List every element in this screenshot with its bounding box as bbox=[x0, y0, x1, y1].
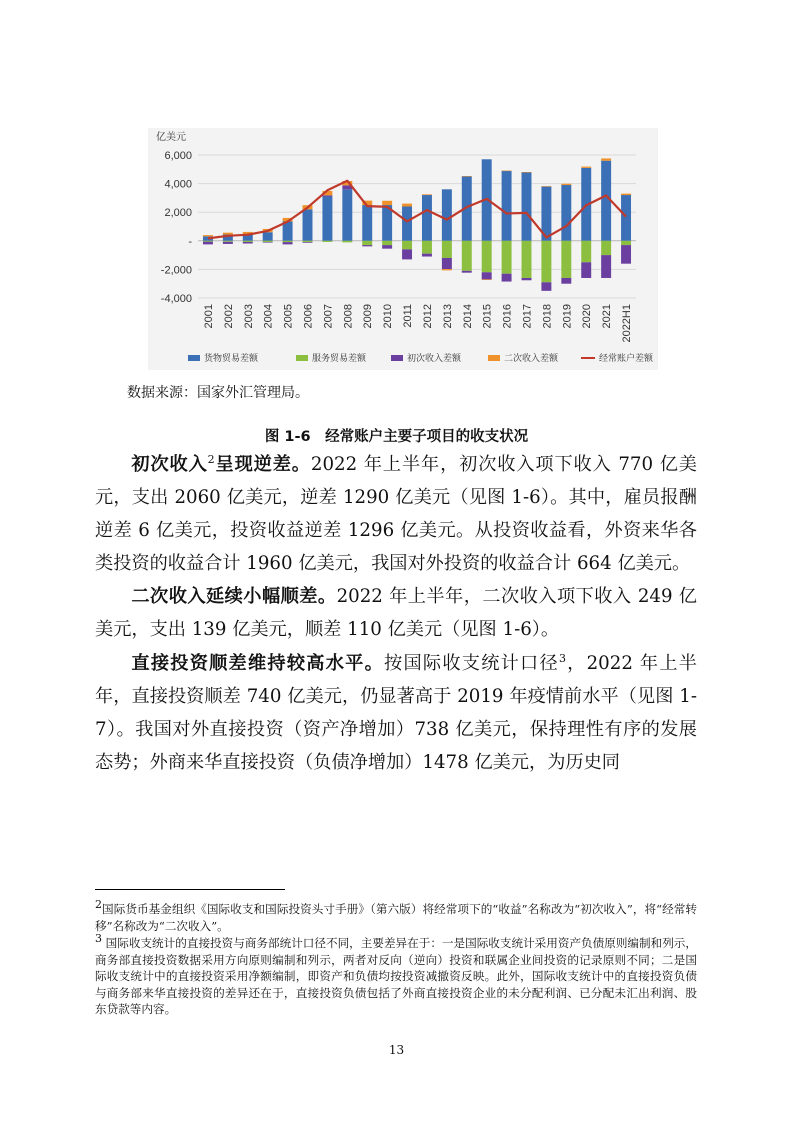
legend-label: 初次收入差额 bbox=[407, 353, 462, 363]
y-tick-label: -2,000 bbox=[160, 264, 192, 277]
bar-segment bbox=[223, 233, 233, 235]
bar-segment bbox=[422, 241, 432, 254]
x-tick-label: 2003 bbox=[242, 304, 255, 329]
y-tick-label: -4,000 bbox=[160, 293, 192, 305]
x-tick-label: 2016 bbox=[501, 304, 514, 329]
legend-swatch bbox=[391, 355, 403, 361]
bar-segment bbox=[561, 185, 571, 241]
bar-segment bbox=[243, 241, 253, 242]
bar-segment bbox=[502, 241, 512, 274]
bar-segment bbox=[203, 242, 213, 245]
legend-label: 经常账户差额 bbox=[599, 353, 654, 363]
figure-caption: 图 1-6 经常账户主要子项目的收支状况 bbox=[264, 429, 529, 445]
bar-segment bbox=[442, 241, 452, 258]
bar-segment bbox=[322, 195, 332, 196]
footnote-3-text: 国际收支统计的直接投资与商务部统计口径不同，主要差异在于：一是国际收支统计采用资产负债原则编制和列示，商务部直接投资数据采用方向原则编制和列示，两者对反向（逆向）投资和联属企业间投资的记录原则不同；二是国际收支统计中的直接投资采用净额编制，即资产和负债均按投资减撤资反映。此外，国际收支统计中的直接投资负债与商务部来华直接投资的差异还在于，直接投资负债包括了外商直接投资企业的未分配利润、已分配未汇出利润、股东贷款等内容。 bbox=[95, 936, 697, 1016]
bar-segment bbox=[322, 196, 332, 240]
bar-segment bbox=[442, 258, 452, 269]
bar-segment bbox=[522, 172, 532, 173]
x-tick-label: 2004 bbox=[262, 304, 275, 329]
source-note: 数据来源：国家外汇管理局。 bbox=[127, 385, 309, 401]
x-tick-label: 2007 bbox=[322, 304, 335, 329]
footnote-ref-3: 3 bbox=[558, 651, 566, 665]
x-tick-label: 2008 bbox=[342, 304, 355, 329]
legend-swatch bbox=[296, 355, 308, 361]
body-text bbox=[95, 448, 697, 779]
x-tick-label: 2020 bbox=[581, 304, 594, 329]
lead-primary-income-2: 呈现逆差。 bbox=[214, 454, 311, 475]
footnote-3 bbox=[95, 932, 697, 1018]
bar-segment bbox=[283, 242, 293, 244]
bar-segment bbox=[581, 167, 591, 168]
x-tick-label: 2019 bbox=[561, 304, 574, 329]
legend-swatch bbox=[488, 355, 500, 361]
bar-segment bbox=[362, 205, 372, 241]
footnote-2-text: 国际货币基金组织《国际收支和国际投资头寸手册》（第六版）将经常项下的“收益”名称改为“初次收入”，将“经常转移”名称改为“二次收入”。 bbox=[95, 902, 697, 933]
bar-segment bbox=[621, 245, 631, 264]
x-tick-label: 2010 bbox=[382, 304, 395, 329]
x-tick-label: 2017 bbox=[521, 304, 534, 329]
pre-direct-investment: 按国际收支统计口径 bbox=[384, 652, 559, 674]
bar-segment bbox=[621, 194, 631, 195]
text-direct-investment: ，2022 年上半年，直接投资顺差 740 亿美元，仍显著高于 2019 年疫情前水平（见图 1-7）。我国对外直接投资（资产净增加）738 亿美元，保持理性有序的发展态势；外商来华直接投资（负债净增加）1478 亿美元，为历史同 bbox=[95, 652, 697, 773]
bar-segment bbox=[601, 241, 611, 255]
bar-segment bbox=[502, 274, 512, 282]
bar-segment bbox=[442, 269, 452, 270]
bar-segment bbox=[601, 255, 611, 278]
bar-segment bbox=[541, 186, 551, 187]
bar-segment bbox=[223, 242, 233, 244]
bar-segment bbox=[482, 241, 492, 272]
x-tick-label: 2005 bbox=[282, 304, 295, 329]
bar-segment bbox=[422, 254, 432, 257]
lead-primary-income: 初次收入 bbox=[131, 454, 208, 475]
bar-segment bbox=[382, 241, 392, 245]
x-tick-label: 2014 bbox=[461, 304, 474, 329]
bar-segment bbox=[482, 279, 492, 280]
paragraph-direct-investment bbox=[95, 647, 697, 779]
x-tick-label: 2009 bbox=[362, 304, 375, 329]
bar-segment bbox=[502, 171, 512, 241]
bar-segment bbox=[621, 195, 631, 241]
bar-segment bbox=[402, 241, 412, 250]
bar-segment bbox=[382, 201, 392, 205]
bar-segment bbox=[482, 272, 492, 279]
bar-segment bbox=[621, 241, 631, 245]
legend-label: 服务贸易差额 bbox=[312, 353, 367, 363]
bar-segment bbox=[223, 241, 233, 242]
bar-segment bbox=[303, 209, 313, 240]
bar-segment bbox=[283, 241, 293, 242]
legend-swatch bbox=[188, 355, 200, 361]
footnote-rule bbox=[95, 889, 285, 890]
bar-segment bbox=[581, 262, 591, 278]
x-tick-label: 2006 bbox=[302, 304, 315, 329]
y-axis-label: 亿美元 bbox=[156, 132, 186, 143]
footnote-2 bbox=[95, 898, 697, 934]
bar-segment bbox=[362, 245, 372, 246]
bar-segment bbox=[422, 195, 432, 241]
bar-segment bbox=[362, 241, 372, 245]
bar-segment bbox=[342, 189, 352, 240]
x-tick-label: 2001 bbox=[203, 304, 215, 329]
text-secondary-income: 2022 年上半年，二次收入项下收入 249 亿美元，支出 139 亿美元，顺差 110 亿美元（见图 1-6）。 bbox=[95, 586, 697, 641]
bar-segment bbox=[263, 241, 273, 242]
bar-segment bbox=[322, 241, 332, 242]
bar-segment bbox=[402, 204, 412, 207]
bar-segment bbox=[502, 171, 512, 172]
bar-segment bbox=[203, 241, 213, 242]
x-tick-label: 2018 bbox=[541, 304, 554, 329]
y-tick-label: - bbox=[188, 235, 192, 248]
legend-label: 货物贸易差额 bbox=[204, 353, 259, 363]
bar-segment bbox=[522, 172, 532, 241]
x-tick-label: 2002 bbox=[222, 304, 235, 329]
footnote-3-num: 3 bbox=[95, 932, 102, 946]
bar-segment bbox=[462, 176, 472, 177]
page-number: 13 bbox=[388, 1043, 405, 1057]
bar-segment bbox=[601, 158, 611, 160]
bar-segment bbox=[522, 278, 532, 280]
x-tick-label: 2011 bbox=[402, 304, 414, 328]
bar-segment bbox=[422, 194, 432, 195]
lead-secondary-income: 二次收入延续小幅顺差。 bbox=[131, 586, 337, 608]
bar-segment bbox=[462, 271, 472, 273]
text-primary-income: 2022 年上半年，初次收入项下收入 770 亿美元，支出 2060 亿美元，逆差 1290 亿美元（见图 1-6）。其中，雇员报酬逆差 6 亿美元，投资收益逆差 1296 亿美元。从投资收益看，外资来华各类投资的收益合计 1960 亿美元，我国对外投资的收益合计 664 亿美元。 bbox=[95, 454, 697, 575]
bar-segment bbox=[263, 232, 273, 241]
bar-segment bbox=[522, 241, 532, 278]
bar-segment bbox=[462, 241, 472, 271]
bar-segment bbox=[203, 235, 213, 236]
current-account-chart bbox=[148, 128, 658, 370]
bar-segment bbox=[581, 241, 591, 262]
x-tick-label: 2022H1 bbox=[621, 304, 633, 343]
bar-segment bbox=[541, 282, 551, 291]
bar-segment bbox=[561, 241, 571, 278]
x-tick-label: 2013 bbox=[441, 304, 454, 329]
x-tick-label: 2015 bbox=[481, 304, 494, 329]
y-tick-label: 2,000 bbox=[164, 207, 192, 220]
y-tick-label: 6,000 bbox=[164, 150, 192, 162]
y-tick-label: 4,000 bbox=[164, 178, 192, 191]
lead-direct-investment: 直接投资顺差维持较高水平。 bbox=[131, 652, 385, 674]
bar-segment bbox=[561, 184, 571, 185]
bar-segment bbox=[303, 241, 313, 242]
bar-segment bbox=[442, 189, 452, 240]
footnote-2-num: 2 bbox=[95, 898, 102, 912]
footnote-ref-2: 2 bbox=[207, 452, 215, 466]
bar-segment bbox=[402, 206, 412, 240]
paragraph-secondary-income bbox=[95, 580, 697, 646]
bar-segment bbox=[342, 241, 352, 243]
x-tick-label: 2021 bbox=[601, 304, 614, 329]
bar-segment bbox=[561, 278, 571, 284]
bar-segment bbox=[263, 242, 273, 243]
bar-segment bbox=[243, 242, 253, 244]
paragraph-primary-income bbox=[95, 448, 697, 580]
x-tick-label: 2012 bbox=[422, 304, 434, 329]
bar-segment bbox=[402, 249, 412, 259]
bar-segment bbox=[541, 241, 551, 282]
legend-label: 二次收入差额 bbox=[504, 353, 559, 363]
bar-segment bbox=[303, 242, 313, 243]
bar-segment bbox=[382, 245, 392, 249]
